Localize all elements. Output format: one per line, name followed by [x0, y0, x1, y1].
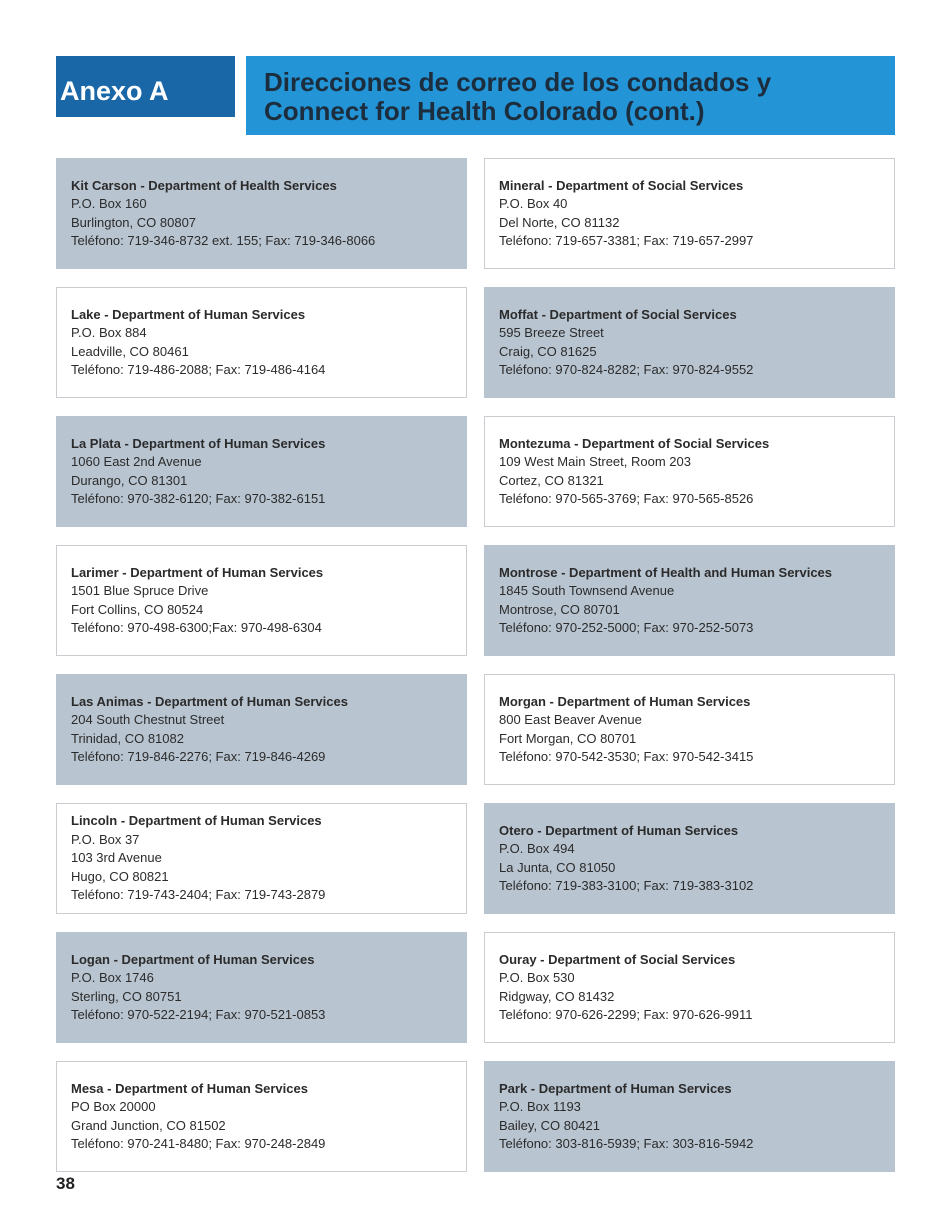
address-card [484, 803, 895, 914]
address-card [56, 932, 467, 1043]
page-title-line-1: Direcciones de correo de los condados y [264, 67, 772, 97]
address-card [56, 416, 467, 527]
address-line: Teléfono: 970-824-8282; Fax: 970-824-9552 [499, 362, 754, 377]
address-line: P.O. Box 1746 [71, 970, 154, 985]
page-number: 38 [56, 1174, 75, 1193]
address-card [56, 674, 467, 785]
office-name: Montezuma - Department of Social Services [499, 435, 770, 451]
address-line: Cortez, CO 81321 [499, 472, 604, 488]
address-line: Teléfono: 970-498-6300;Fax: 970-498-6304 [71, 620, 322, 635]
office-name: Morgan - Department of Human Services [499, 693, 751, 709]
address-card [484, 158, 895, 269]
address-line: Del Norte, CO 81132 [499, 214, 620, 230]
address-line: P.O. Box 37 [71, 831, 140, 847]
appendix-label: Anexo A [60, 76, 169, 106]
address-line: 800 East Beaver Avenue [499, 712, 642, 727]
office-name: Lake - Department of Human Services [71, 306, 306, 322]
office-name: Mineral - Department of Social Services [499, 177, 744, 193]
office-name: Kit Carson - Department of Health Services [71, 177, 337, 193]
address-line: La Junta, CO 81050 [499, 859, 616, 875]
address-card [56, 1061, 467, 1172]
office-name: Lincoln - Department of Human Services [71, 813, 322, 829]
address-line: 595 Breeze Street [499, 325, 604, 340]
office-name: La Plata - Department of Human Services [71, 435, 326, 451]
address-line: P.O. Box 40 [499, 196, 568, 211]
address-line: Teléfono: 970-626-2299; Fax: 970-626-9911 [499, 1007, 753, 1022]
office-name: Las Animas - Department of Human Services [71, 693, 348, 709]
address-line: P.O. Box 530 [499, 970, 575, 985]
address-line: Teléfono: 970-565-3769; Fax: 970-565-8526 [499, 491, 754, 506]
address-card [56, 545, 467, 656]
office-name: Park - Department of Human Services [499, 1080, 732, 1096]
address-line: Bailey, CO 80421 [499, 1117, 600, 1133]
office-name: Ouray - Department of Social Services [499, 951, 736, 967]
address-line: Teléfono: 970-382-6120; Fax: 970-382-6151 [71, 491, 326, 506]
address-line: Grand Junction, CO 81502 [71, 1117, 226, 1133]
address-line: 1501 Blue Spruce Drive [71, 583, 209, 598]
address-line: Hugo, CO 80821 [71, 868, 169, 884]
address-line: Ridgway, CO 81432 [499, 988, 615, 1004]
address-line: Montrose, CO 80701 [499, 601, 620, 617]
address-line: P.O. Box 160 [71, 196, 147, 211]
address-line: 109 West Main Street, Room 203 [499, 454, 691, 469]
address-line: P.O. Box 494 [499, 841, 575, 856]
address-line: Teléfono: 719-846-2276; Fax: 719-846-4269 [71, 749, 326, 764]
office-name: Moffat - Department of Social Services [499, 306, 737, 322]
address-card [484, 545, 895, 656]
address-line: 1060 East 2nd Avenue [71, 454, 202, 469]
address-card [56, 803, 467, 914]
address-line: Leadville, CO 80461 [71, 343, 189, 359]
office-name: Logan - Department of Human Services [71, 951, 315, 967]
page-title-line-2: Connect for Health Colorado (cont.) [264, 96, 705, 126]
address-line: Fort Collins, CO 80524 [71, 601, 204, 617]
address-line: Teléfono: 970-542-3530; Fax: 970-542-3415 [499, 749, 754, 764]
address-line: Teléfono: 303-816-5939; Fax: 303-816-5942 [499, 1136, 754, 1151]
address-line: Trinidad, CO 81082 [71, 730, 184, 746]
address-line: Teléfono: 719-346-8732 ext. 155; Fax: 719-346-8066 [71, 233, 376, 248]
address-line: Teléfono: 970-252-5000; Fax: 970-252-5073 [499, 620, 754, 635]
office-name: Mesa - Department of Human Services [71, 1080, 308, 1096]
address-line: 103 3rd Avenue [71, 850, 162, 866]
address-line: Sterling, CO 80751 [71, 988, 182, 1004]
address-line: 204 South Chestnut Street [71, 712, 225, 727]
address-card [484, 287, 895, 398]
appendix-tab [56, 56, 235, 117]
address-grid [56, 158, 895, 1172]
address-line: P.O. Box 884 [71, 325, 147, 340]
office-name: Montrose - Department of Health and Human Services [499, 564, 833, 580]
address-card [484, 674, 895, 785]
address-card [484, 416, 895, 527]
address-line: 1845 South Townsend Avenue [499, 583, 675, 598]
address-card [56, 287, 467, 398]
address-line: Teléfono: 970-241-8480; Fax: 970-248-2849 [71, 1136, 326, 1151]
address-line: Teléfono: 719-383-3100; Fax: 719-383-3102 [499, 878, 754, 893]
address-line: PO Box 20000 [71, 1099, 156, 1114]
address-line: P.O. Box 1193 [499, 1099, 581, 1114]
address-line: Teléfono: 970-522-2194; Fax: 970-521-0853 [71, 1007, 326, 1022]
page-title [246, 56, 895, 135]
address-line: Teléfono: 719-743-2404; Fax: 719-743-2879 [71, 887, 326, 903]
address-line: Fort Morgan, CO 80701 [499, 730, 637, 746]
address-card [56, 158, 467, 269]
address-line: Burlington, CO 80807 [71, 214, 197, 230]
office-name: Otero - Department of Human Services [499, 822, 739, 838]
address-line: Teléfono: 719-657-3381; Fax: 719-657-2997 [499, 233, 754, 248]
address-line: Teléfono: 719-486-2088; Fax: 719-486-4164 [71, 362, 326, 377]
office-name: Larimer - Department of Human Services [71, 564, 324, 580]
address-line: Craig, CO 81625 [499, 343, 597, 359]
address-card [484, 932, 895, 1043]
address-card [484, 1061, 895, 1172]
address-line: Durango, CO 81301 [71, 472, 188, 488]
